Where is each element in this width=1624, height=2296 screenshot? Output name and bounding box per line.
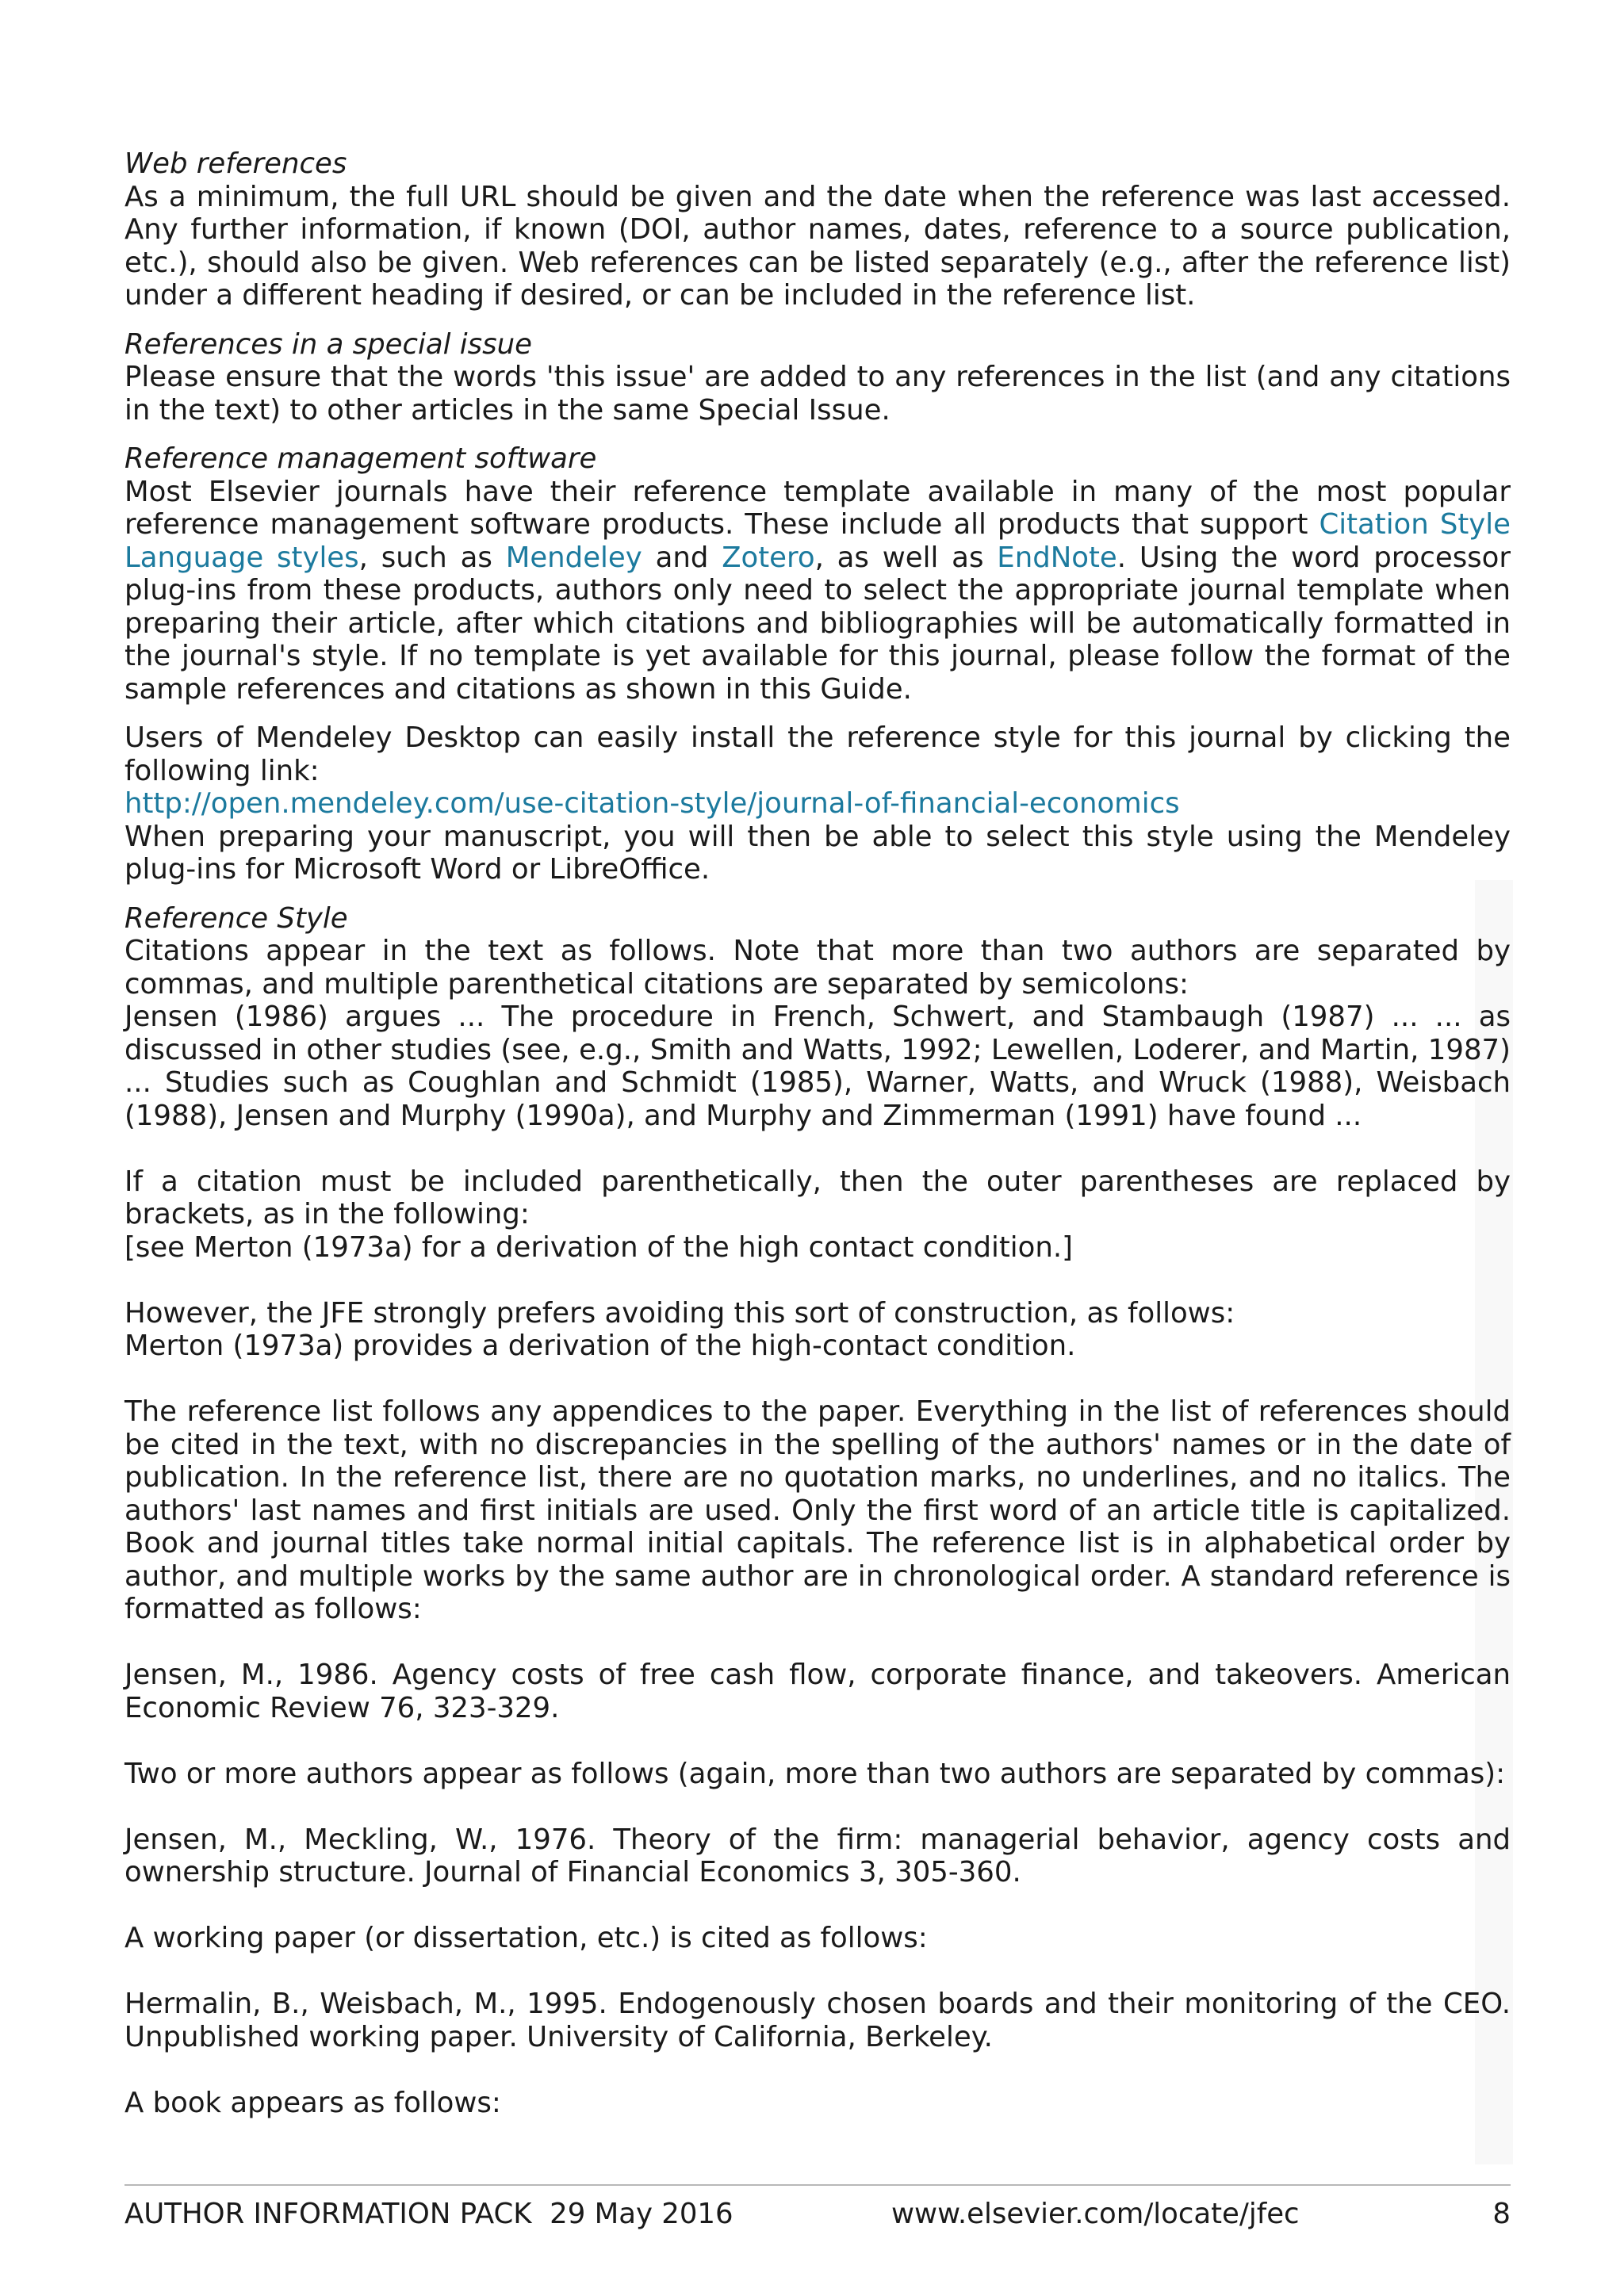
ref-style-reference-list-rules: The reference list follows any appendices to the paper. Everything in the list of references should be cited in the text, with no discrepancies in the spelling of the authors' names or in the date of publication. In the reference list, there are no quotation marks, no underlines, and no italics. The authors' last names and first initials are used. Only the first word of an article title is capitalized. Book and journal titles take normal initial capitals. The reference list is in alphabetical order by author, and multiple works by the same author are in chronological order. A standard reference is formatted as follows: [124, 1395, 1511, 1625]
footer-page-number: 8 [1492, 2198, 1511, 2230]
ref-style-bracket-example: [see Merton (1973a) for a derivation of the high contact condition.] [124, 1230, 1074, 1264]
spacer [124, 1724, 1511, 1758]
ref-mgmt-text-4: , as well as [814, 541, 998, 574]
footer-pack-date: AUTHOR INFORMATION PACK 29 May 2016 [124, 2198, 733, 2230]
ref-style-paragraph-1: Citations appear in the text as follows. Note that more than two authors are separated by commas, and multiple parenthetical citations are separated by semicolons: [124, 935, 1511, 1001]
mendeley-link[interactable]: Mendeley [505, 541, 642, 574]
mendeley-desktop-intro: Users of Mendeley Desktop can easily install the reference style for this journal by clicking the following link: [124, 721, 1511, 787]
page-footer [124, 2184, 1511, 2233]
spacer [124, 1626, 1511, 1659]
footer-journal-url: www.elsevier.com/locate/jfec [891, 2198, 1300, 2230]
spacer [124, 2053, 1511, 2087]
section-reference-style [124, 902, 1511, 2120]
section-special-issue [124, 328, 1511, 427]
spacer [124, 1889, 1511, 1923]
ref-style-working-paper-example: Hermalin, B., Weisbach, M., 1995. Endogenously chosen boards and their monitoring of the CEO. Unpublished working paper. University of California, Berkeley. [124, 1988, 1511, 2053]
heading-web-references: Web references [124, 147, 347, 180]
ref-mgmt-text-2: , such as [358, 541, 506, 574]
special-issue-text: Please ensure that the words 'this issue' are added to any references in the list (and any citations in the text) to other articles in the same Special Issue. [124, 361, 1511, 427]
ref-style-preferred-example: Merton (1973a) provides a derivation of the high-contact condition. [124, 1330, 1076, 1362]
ref-style-two-authors-example: Jensen, M., Meckling, W., 1976. Theory of the firm: managerial behavior, agency costs and ownership structure. Journal of Financial Economics 3, 305-360. [124, 1823, 1511, 1888]
csl-styles-link[interactable]: Citation Style Language styles [124, 508, 1511, 574]
heading-reference-management: Reference management software [124, 442, 597, 475]
section-reference-management [124, 442, 1511, 706]
spacer [124, 1955, 1511, 1988]
spacer [124, 1264, 1511, 1297]
endnote-link[interactable]: EndNote [997, 541, 1117, 574]
section-mendeley-desktop [124, 721, 1511, 886]
zotero-link[interactable]: Zotero [722, 541, 815, 574]
ref-style-standard-reference-example: Jensen, M., 1986. Agency costs of free cash flow, corporate finance, and takeovers. American Economic Review 76, 323-329. [124, 1659, 1511, 1724]
ref-style-paragraph-5: However, the JFE strongly prefers avoiding this sort of construction, as follows: [124, 1296, 1235, 1330]
mendeley-style-url-link[interactable]: http://open.mendeley.com/use-citation-style/journal-of-financial-economics [124, 787, 1180, 820]
ref-mgmt-text-5: . Using the word processor plug-ins from these products, authors only need to select the appropriate journal template when preparing their article, after which citations and bibliographies will be automatically formatted in the journal's style. If no template is yet available for this journal, please follow the format of the sample references and citations as shown in this Guide. [124, 541, 1511, 706]
ref-style-paragraph-3: If a citation must be included parenthetically, then the outer parentheses are replaced by brackets, as in the following: [124, 1165, 1511, 1230]
document-page [124, 147, 1511, 2135]
heading-special-issue: References in a special issue [124, 327, 532, 361]
ref-style-paragraph-13: A book appears as follows: [124, 2086, 501, 2119]
ref-style-paragraph-9: Two or more authors appear as follows (again, more than two authors are separated by commas): [124, 1757, 1506, 1790]
mendeley-desktop-after: When preparing your manuscript, you will then be able to select this style using the Mendeley plug-ins for Microsoft Word or LibreOffice. [124, 820, 1511, 886]
section-web-references [124, 147, 1511, 312]
web-references-text: As a minimum, the full URL should be given and the date when the reference was last accessed. Any further information, if known (DOI, author names, dates, reference to a source publication, etc.), should also be given. Web references can be listed separately (e.g., after the reference list) under a different heading if desired, or can be included in the reference list. [124, 180, 1511, 312]
reference-management-text [124, 476, 1511, 706]
ref-style-citation-examples: Jensen (1986) argues ... The procedure in French, Schwert, and Stambaugh (1987) ... ... as discussed in other studies (see, e.g., Smith and Watts, 1992; Lewellen, Loderer, and Martin, 1987) ... Studies such as Coughlan and Schmidt (1985), Warner, Watts, and Wruck (1988), Weisbach (1988), Jensen and Murphy (1990a), and Murphy and Zimmerman (1991) have found ... [124, 1001, 1511, 1132]
heading-reference-style: Reference Style [124, 901, 348, 935]
ref-mgmt-text-1: Most Elsevier journals have their reference template available in many of the most popular reference management software products. These include all products that support [124, 475, 1511, 541]
mendeley-url-line [124, 787, 1511, 821]
spacer [124, 1790, 1511, 1823]
spacer [124, 1363, 1511, 1396]
ref-style-paragraph-11: A working paper (or dissertation, etc.) is cited as follows: [124, 1922, 928, 1954]
spacer [124, 1132, 1511, 1165]
ref-mgmt-text-3: and [642, 541, 722, 574]
